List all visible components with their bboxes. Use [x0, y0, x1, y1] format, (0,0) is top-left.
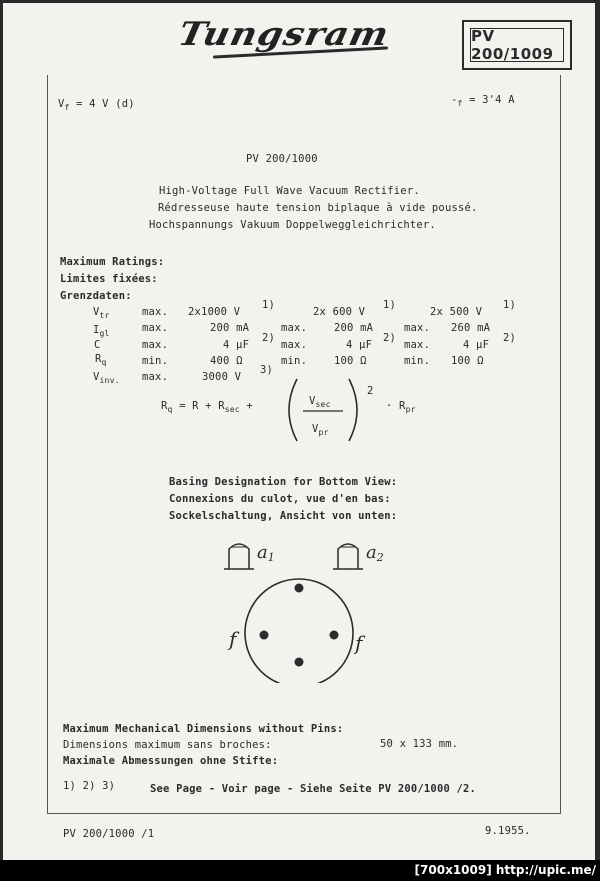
filament-left-label: f — [229, 627, 237, 651]
rating-value: 400 Ω — [210, 355, 243, 367]
rating-value: 260 mA — [451, 322, 491, 334]
tungsram-logo: Tungsram — [174, 15, 393, 53]
rating-symbol: C — [94, 339, 101, 351]
ratings-heading-fr: Limites fixées: — [60, 273, 158, 285]
watermark-url: [700x1009] http://upic.me/ — [414, 863, 596, 877]
rating-symbol: $V_{tr}$ — [93, 306, 110, 320]
heater-voltage: $V_f = 4$ V (d) — [58, 98, 135, 112]
ratings-heading-en: Maximum Ratings: — [60, 256, 165, 268]
datasheet-page — [3, 3, 595, 860]
rating-note: 1) — [503, 299, 517, 311]
rating-limit: max. — [281, 322, 308, 334]
rating-limit: min. — [404, 355, 431, 367]
rating-symbol: $I_{gl}$ — [93, 324, 110, 338]
formula-exponent: 2 — [367, 385, 374, 397]
formula-lhs: $R_q = R + R_{sec}$ + — [161, 400, 253, 414]
page-reference: PV 200/1000 /1 — [63, 828, 155, 840]
rating-note: 3) — [260, 364, 274, 376]
basing-heading-de: Sockelschaltung, Ansicht von unten: — [169, 510, 398, 522]
frame-left — [47, 75, 48, 813]
tube-code: PV 200/1009 — [470, 28, 564, 62]
title-german: Hochspannungs Vakuum Doppelweggleichrichter. — [149, 219, 436, 231]
pin-bottom — [295, 658, 304, 667]
rating-limit: max. — [281, 339, 308, 351]
dimensions-heading-en: Maximum Mechanical Dimensions without Pins: — [63, 723, 344, 735]
rating-limit: max. — [142, 371, 169, 383]
rating-value: 3000 V — [202, 371, 242, 383]
basing-heading-en: Basing Designation for Bottom View: — [169, 476, 398, 488]
formula-numerator: $V_{sec}$ — [309, 395, 331, 409]
rating-limit: min. — [142, 355, 169, 367]
footnote-text: See Page - Voir page - Siehe Seite PV 200/1000 /2. — [150, 783, 477, 795]
anode-1-label: a1 — [257, 542, 275, 564]
formula-denominator: $V_{pr}$ — [312, 423, 329, 437]
rating-symbol: $R_q$ — [95, 353, 107, 367]
dimensions-value: 50 x 133 mm. — [380, 738, 459, 750]
rating-limit: max. — [404, 322, 431, 334]
frame-right — [560, 75, 561, 813]
rating-note: 2) — [503, 332, 517, 344]
pin-left — [260, 631, 269, 640]
tube-title-code: PV 200/1000 — [246, 153, 318, 165]
rating-note: 1) — [383, 299, 397, 311]
formula-tail: · $R_{pr}$ — [386, 400, 416, 414]
dimensions-heading-fr: Dimensions maximum sans broches: — [63, 739, 272, 751]
rating-value: 2x 600 V — [313, 306, 366, 318]
rating-value: 100 Ω — [451, 355, 484, 367]
rating-value: 2x 500 V — [430, 306, 483, 318]
title-french: Rédresseuse haute tension biplaque à vide poussé. — [158, 202, 478, 214]
rating-value: 4 μF — [223, 339, 250, 351]
dimensions-heading-de: Maximale Abmessungen ohne Stifte: — [63, 755, 279, 767]
heater-current: $-_f = 3'4$ A — [451, 94, 515, 108]
watermark-strip — [0, 860, 600, 881]
socket-outline — [245, 579, 353, 683]
anode-2-label: a2 — [366, 542, 384, 564]
rating-value: 4 μF — [463, 339, 490, 351]
rating-limit: max. — [142, 306, 169, 318]
rating-value: 2x1000 V — [188, 306, 241, 318]
filament-right-label: f — [355, 631, 363, 655]
rating-value: 200 mA — [334, 322, 374, 334]
rating-value: 4 μF — [346, 339, 373, 351]
rating-note: 2) — [383, 332, 397, 344]
anode-cap-1-icon — [224, 544, 254, 569]
footnote-refs: 1) 2) 3) — [63, 780, 116, 792]
rating-limit: max. — [404, 339, 431, 351]
rating-note: 2) — [262, 332, 276, 344]
publication-date: 9.1955. — [485, 825, 531, 837]
rating-note: 1) — [262, 299, 276, 311]
rating-limit: max. — [142, 322, 169, 334]
basing-heading-fr: Connexions du culot, vue d'en bas: — [169, 493, 391, 505]
frame-bottom — [47, 813, 561, 814]
rating-symbol: $V_{inv.}$ — [93, 371, 120, 385]
ratings-heading-de: Grenzdaten: — [60, 290, 132, 302]
title-english: High-Voltage Full Wave Vacuum Rectifier. — [159, 185, 420, 197]
rating-value: 100 Ω — [334, 355, 367, 367]
anode-cap-2-icon — [333, 544, 363, 569]
tube-code-box — [462, 20, 572, 70]
pin-top — [295, 584, 304, 593]
rating-value: 200 mA — [210, 322, 250, 334]
rating-limit: min. — [281, 355, 308, 367]
pin-right — [330, 631, 339, 640]
rating-limit: max. — [142, 339, 169, 351]
